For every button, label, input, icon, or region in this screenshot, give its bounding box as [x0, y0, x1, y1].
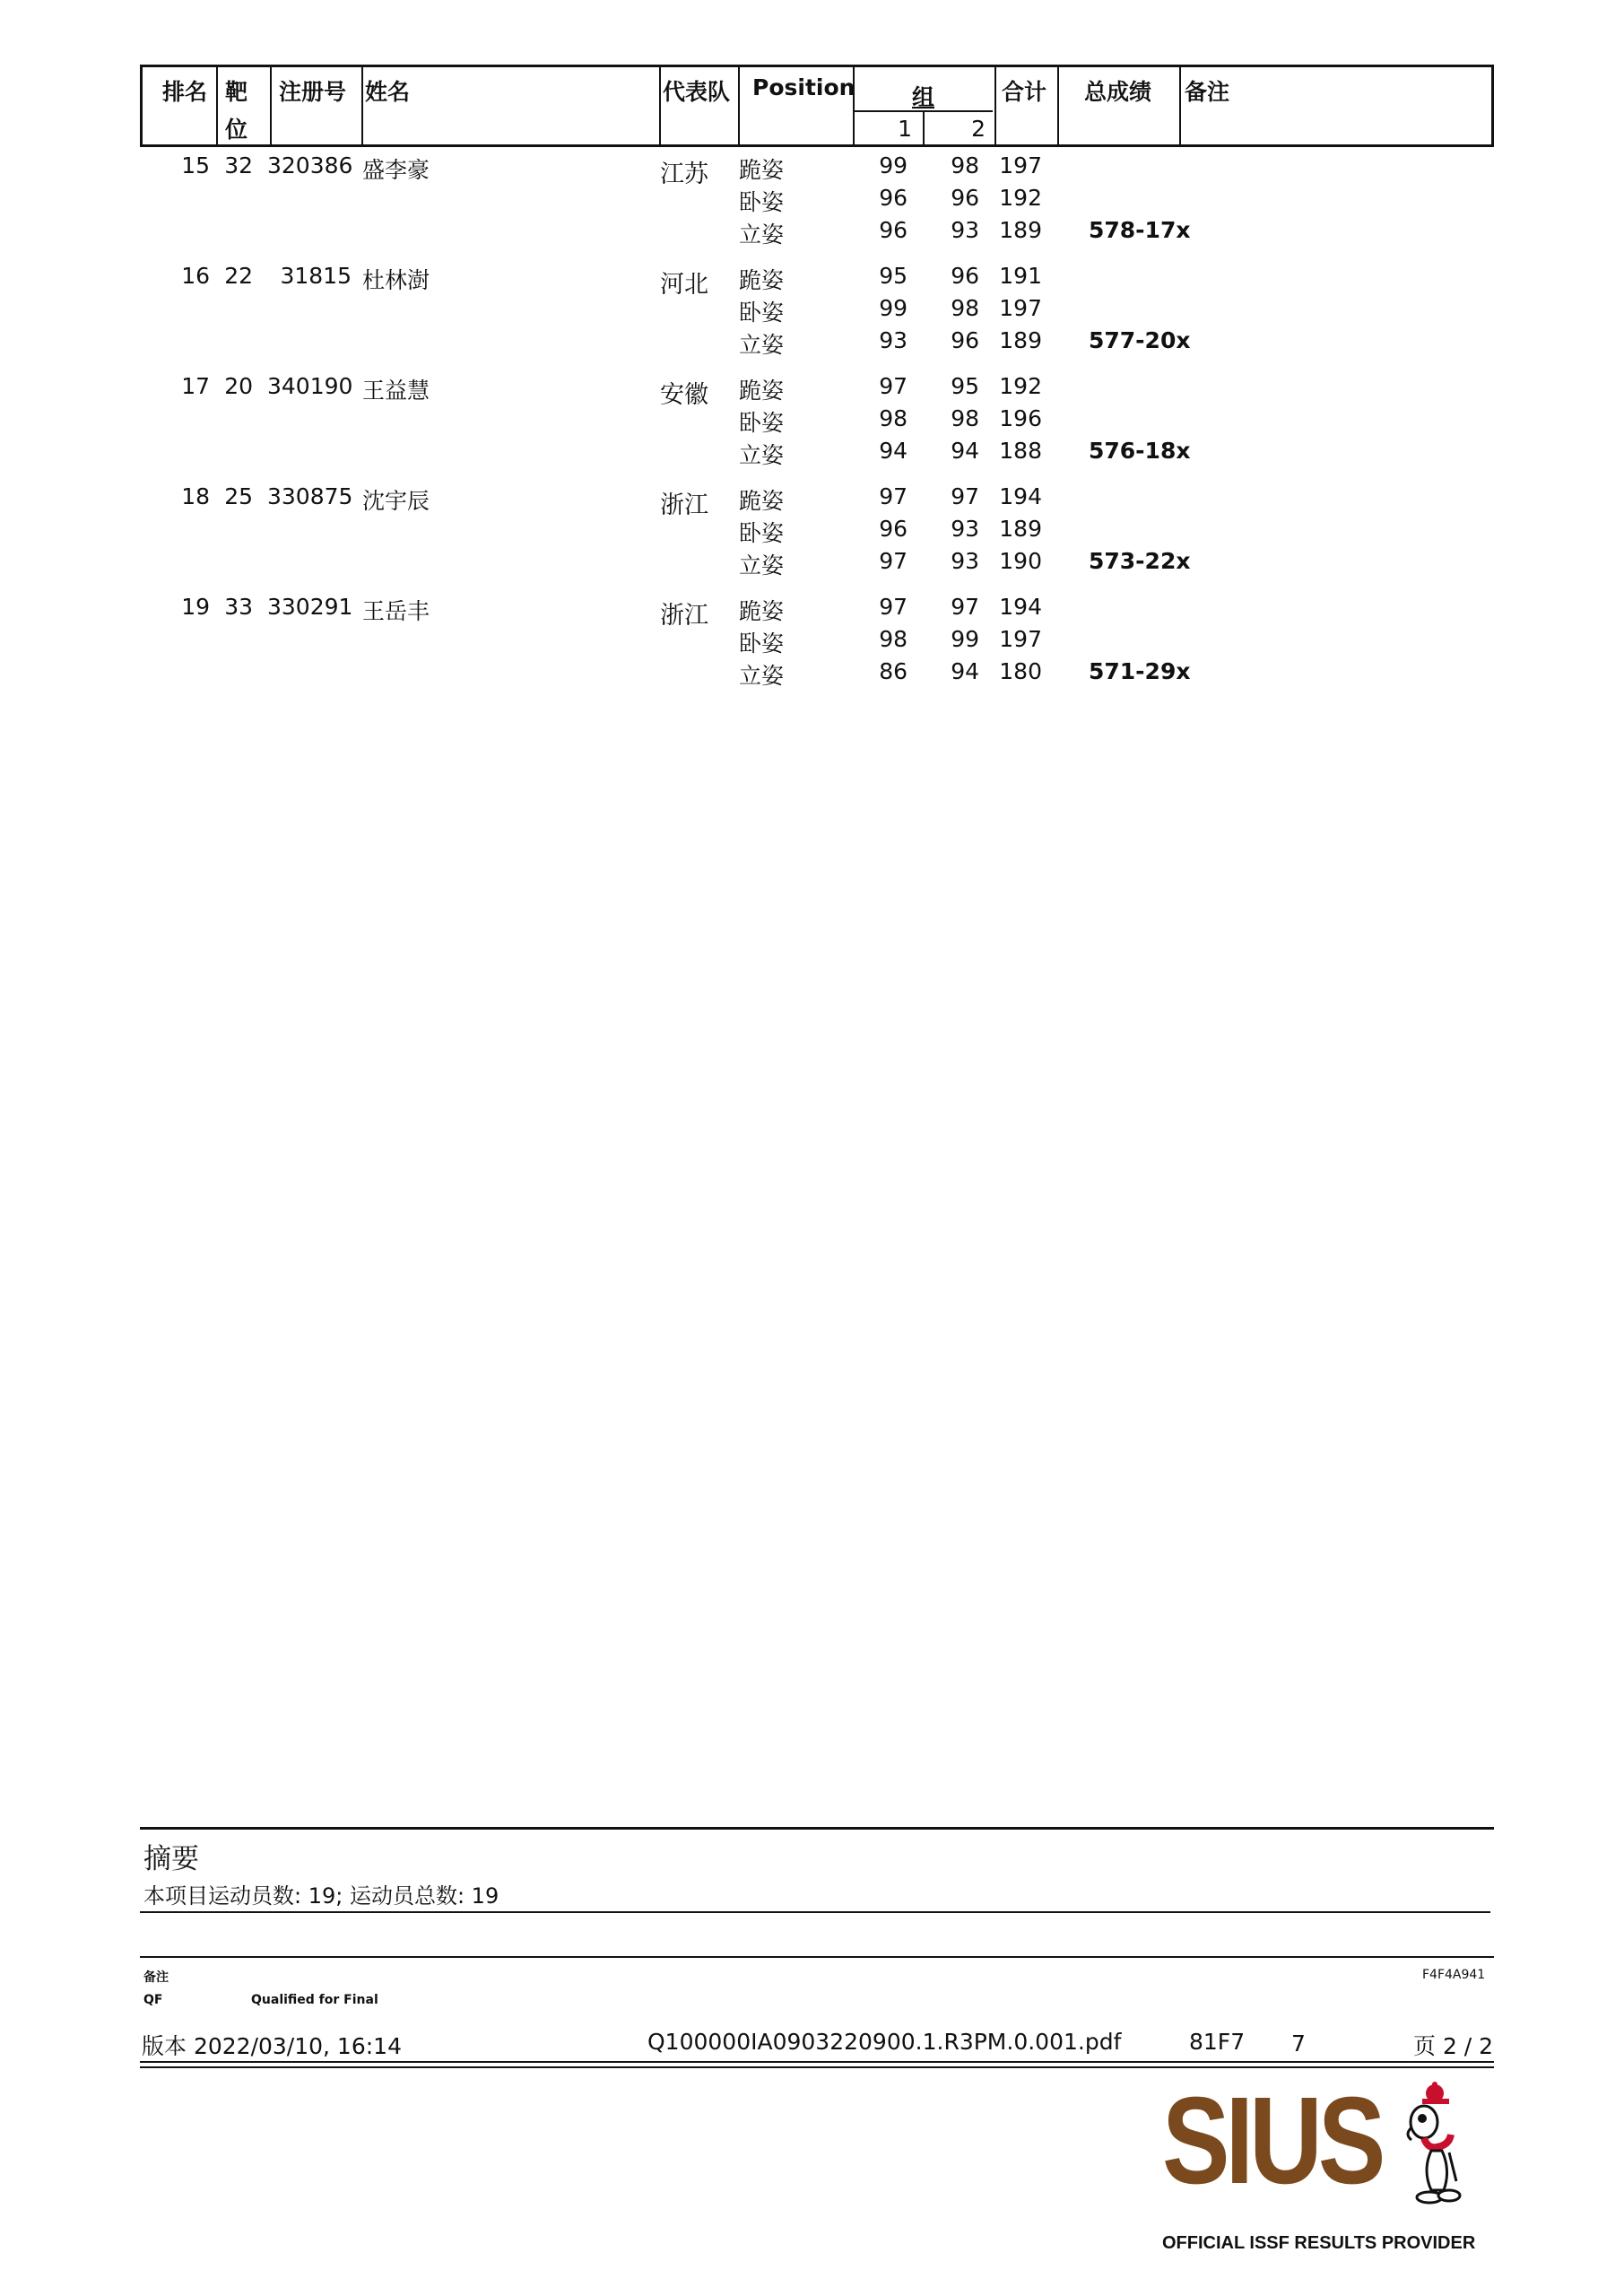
col-name: [361, 67, 661, 144]
summary-title: 摘要: [143, 1843, 199, 1875]
position-label: 卧姿: [739, 300, 785, 326]
position-label: 卧姿: [739, 520, 785, 546]
position-label: 立姿: [739, 442, 785, 468]
athlete-target: 33: [224, 594, 253, 620]
series-1-score: 96: [879, 516, 908, 542]
series-1-score: 98: [879, 626, 908, 652]
series-1-score: 97: [879, 594, 908, 620]
header-position: Position: [752, 74, 855, 100]
position-subtotal: 192: [999, 185, 1042, 211]
header-target-bottom: 位: [225, 117, 248, 143]
series-2-score: 93: [951, 548, 979, 574]
series-2-score: 98: [951, 295, 979, 321]
footer-page: 页 2 / 2: [1413, 2033, 1494, 2059]
doc-code: F4F4A941: [1422, 1968, 1486, 1982]
athlete-target: 22: [224, 263, 253, 289]
athlete-reg-no: 330875: [267, 483, 353, 509]
athlete-rank: 17: [181, 373, 210, 399]
athlete-name: 盛李豪: [362, 157, 430, 183]
position-label: 卧姿: [739, 410, 785, 436]
position-label: 跪姿: [739, 378, 785, 404]
position-label: 卧姿: [739, 631, 785, 657]
athlete-total: 571-29x: [1089, 658, 1191, 684]
summary-text: 本项目运动员数: 19; 运动员总数: 19: [143, 1883, 499, 1909]
series-1-score: 97: [879, 548, 908, 574]
col-subtotal: [994, 67, 1059, 144]
series-2-score: 97: [951, 483, 979, 509]
header-rank: 排名: [162, 79, 208, 105]
position-label: 跪姿: [739, 598, 785, 624]
header-reg-no: 注册号: [279, 79, 347, 105]
col-group: [853, 67, 996, 144]
series-2-score: 99: [951, 626, 979, 652]
athlete-target: 32: [224, 152, 253, 178]
series-2-score: 96: [951, 185, 979, 211]
header-team: 代表队: [663, 79, 731, 105]
position-label: 卧姿: [739, 189, 785, 215]
footer-filename: Q100000IA0903220900.1.R3PM.0.001.pdf: [647, 2029, 1122, 2055]
series-2-score: 96: [951, 327, 979, 353]
col-rank: [143, 67, 218, 144]
legend-code: QF: [143, 1993, 163, 2007]
col-reg: [270, 67, 363, 144]
sius-wordmark: SIUS: [1162, 2072, 1382, 2210]
position-subtotal: 197: [999, 626, 1042, 652]
athlete-name: 沈宇辰: [362, 488, 430, 514]
position-label: 立姿: [739, 222, 785, 248]
footer-code: 81F7: [1189, 2029, 1246, 2055]
athlete-team: 江苏: [660, 161, 708, 188]
series-1-score: 95: [879, 263, 908, 289]
summary-top-rule: [140, 1827, 1494, 1830]
series-2-score: 98: [951, 152, 979, 178]
athlete-reg-no: 320386: [267, 152, 353, 178]
group-1-cell: [853, 112, 925, 144]
position-subtotal: 192: [999, 373, 1042, 399]
athlete-team: 安徽: [660, 381, 708, 409]
position-label: 立姿: [739, 663, 785, 689]
position-subtotal: 191: [999, 263, 1042, 289]
athlete-rank: 18: [181, 483, 210, 509]
header-group-1: 1: [898, 116, 912, 142]
athlete-total: 573-22x: [1089, 548, 1191, 574]
position-subtotal: 189: [999, 327, 1042, 353]
athlete-team: 河北: [660, 271, 708, 299]
series-1-score: 96: [879, 217, 908, 243]
athlete-team: 浙江: [660, 491, 708, 519]
footer-version: 版本 2022/03/10, 16:14: [142, 2033, 402, 2059]
header-subtotal: 合计: [1002, 79, 1047, 105]
summary-bottom-rule: [140, 1911, 1490, 1913]
series-1-score: 96: [879, 185, 908, 211]
header-group: 组: [912, 84, 935, 110]
athlete-reg-no: 340190: [267, 373, 353, 399]
athlete-name: 王益慧: [362, 378, 430, 404]
legend-top-rule: [140, 1956, 1494, 1958]
col-team: [659, 67, 740, 144]
series-2-score: 98: [951, 405, 979, 431]
footer-rule-1: [140, 2061, 1494, 2063]
series-2-score: 95: [951, 373, 979, 399]
athlete-rank: 19: [181, 594, 210, 620]
header-name: 姓名: [365, 79, 411, 105]
series-1-score: 98: [879, 405, 908, 431]
legend-meaning: Qualified for Final: [251, 1993, 378, 2007]
athlete-team: 浙江: [660, 602, 708, 630]
athlete-total: 576-18x: [1089, 438, 1191, 464]
col-target: [216, 67, 272, 144]
series-1-score: 97: [879, 373, 908, 399]
position-label: 立姿: [739, 552, 785, 578]
athlete-total: 577-20x: [1089, 327, 1191, 353]
position-label: 跪姿: [739, 267, 785, 293]
athlete-rank: 16: [181, 263, 210, 289]
position-subtotal: 196: [999, 405, 1042, 431]
footer-num: 7: [1291, 2031, 1306, 2057]
col-remarks: [1179, 67, 1491, 144]
sius-tagline: OFFICIAL ISSF RESULTS PROVIDER: [1162, 2233, 1476, 2253]
header-target-top: 靶: [225, 79, 248, 105]
series-2-score: 94: [951, 658, 979, 684]
position-subtotal: 194: [999, 483, 1042, 509]
results-table-header: [140, 65, 1494, 147]
series-1-score: 99: [879, 152, 908, 178]
series-2-score: 96: [951, 263, 979, 289]
position-label: 跪姿: [739, 488, 785, 514]
legend-title: 备注: [143, 1970, 169, 1985]
header-group-2: 2: [971, 116, 986, 142]
series-2-score: 93: [951, 516, 979, 542]
position-subtotal: 189: [999, 516, 1042, 542]
series-1-score: 94: [879, 438, 908, 464]
athlete-name: 杜林澍: [362, 267, 430, 293]
position-subtotal: 180: [999, 658, 1042, 684]
position-subtotal: 194: [999, 594, 1042, 620]
footer-rule-2: [140, 2066, 1494, 2068]
position-subtotal: 197: [999, 295, 1042, 321]
series-1-score: 93: [879, 327, 908, 353]
athlete-rank: 15: [181, 152, 210, 178]
athlete-target: 20: [224, 373, 253, 399]
athlete-reg-no: 31815: [280, 263, 352, 289]
sius-logo: [1162, 2072, 1503, 2258]
series-1-score: 97: [879, 483, 908, 509]
position-subtotal: 188: [999, 438, 1042, 464]
position-label: 跪姿: [739, 157, 785, 183]
col-total: [1057, 67, 1181, 144]
position-subtotal: 190: [999, 548, 1042, 574]
mascot-icon: [1401, 2081, 1469, 2210]
group-subheader: [853, 110, 993, 146]
athlete-reg-no: 330291: [267, 594, 353, 620]
series-1-score: 86: [879, 658, 908, 684]
header-remarks: 备注: [1185, 79, 1230, 105]
position-subtotal: 189: [999, 217, 1042, 243]
series-2-score: 97: [951, 594, 979, 620]
athlete-name: 王岳丰: [362, 598, 430, 624]
series-1-score: 99: [879, 295, 908, 321]
athlete-target: 25: [224, 483, 253, 509]
series-2-score: 93: [951, 217, 979, 243]
series-2-score: 94: [951, 438, 979, 464]
position-subtotal: 197: [999, 152, 1042, 178]
group-2-cell: [925, 112, 993, 144]
header-total: 总成绩: [1084, 79, 1152, 105]
position-label: 立姿: [739, 332, 785, 358]
athlete-total: 578-17x: [1089, 217, 1191, 243]
col-position: [738, 67, 855, 144]
